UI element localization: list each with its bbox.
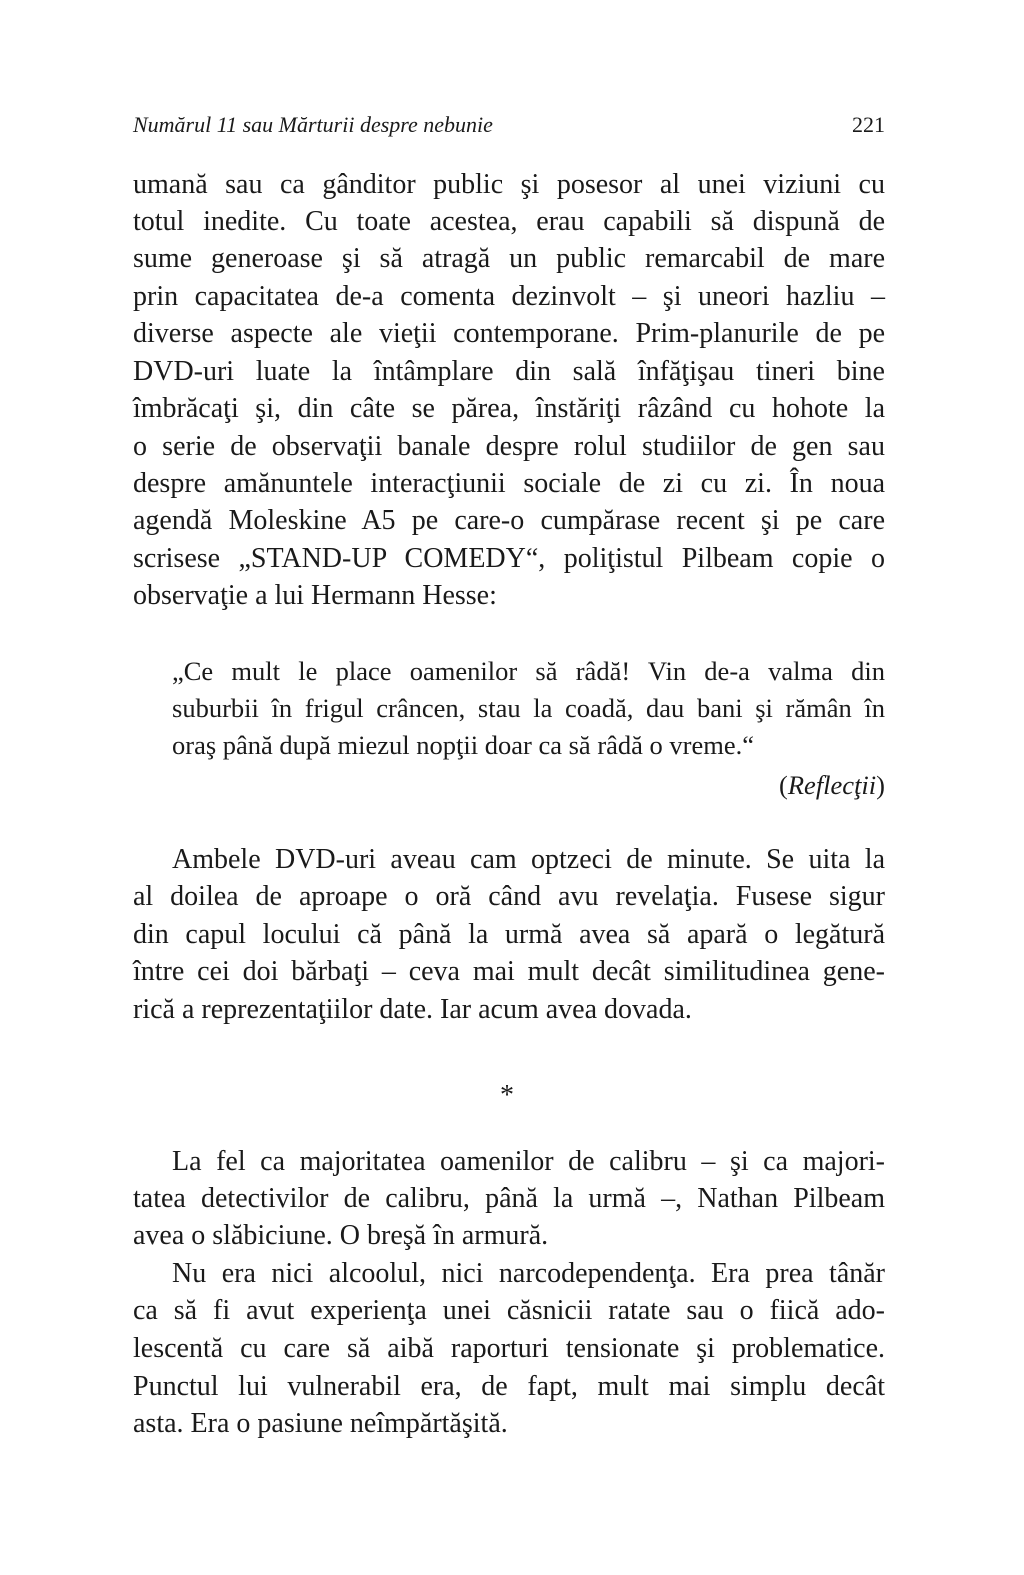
text-line: La fel ca majoritatea oamenilor de calibru – şi ca majori-: [172, 1146, 885, 1177]
text-line: scrisese „STAND-UP COMEDY“, poliţistul Pilbeam copie o: [133, 543, 885, 574]
text-line: avea o slăbiciune. O breşă în armură.: [133, 1220, 549, 1251]
paren: ): [876, 770, 885, 800]
text-line: prin capacitatea de-a comenta dezinvolt – şi uneori hazliu –: [133, 281, 885, 312]
text-line: ca să fi avut experienţa unei căsnicii ratate sau o fiică ado-: [133, 1295, 885, 1326]
running-title: Numărul 11 sau Mărturii despre nebunie: [133, 112, 493, 137]
text-line: diverse aspecte ale vieţii contemporane. Prim-planurile de pe: [133, 318, 885, 349]
quote-line: suburbii în frigul crâncen, stau la coadă, dau bani şi rămân în: [172, 693, 885, 723]
source-title: Reflecţii: [787, 770, 877, 800]
quote-line: „Ce mult le place oamenilor să râdă! Vin de-a valma din: [172, 656, 885, 686]
text-line: Ambele DVD-uri aveau cam optzeci de minute. Se uita la: [172, 844, 885, 875]
text-line: rică a reprezentaţiilor date. Iar acum avea dovada.: [133, 994, 692, 1025]
text-line: îmbrăcaţi şi, din câte se părea, înstăriţi râzând cu hohote la: [133, 393, 885, 424]
text-line: între cei doi bărbaţi – ceva mai mult decât similitudinea gene-: [133, 956, 885, 987]
text-line: din capul locului că până la urmă avea să apară o legătură: [133, 919, 885, 950]
text-line: Punctul lui vulnerabil era, de fapt, mult mai simplu decât: [133, 1371, 885, 1402]
text-line: observaţie a lui Hermann Hesse:: [133, 580, 497, 611]
text-line: DVD-uri luate la întâmplare din sală înfăţişau tineri bine: [133, 356, 885, 387]
text-line: umană sau ca gânditor public şi posesor al unei viziuni cu: [133, 169, 885, 200]
text-line: tatea detectivilor de calibru, până la urmă –, Nathan Pilbeam: [133, 1183, 885, 1214]
text-line: al doilea de aproape o oră când avu revelaţia. Fusese sigur: [133, 881, 885, 912]
text-line: totul inedite. Cu toate acestea, erau capabili să dispună de: [133, 206, 885, 237]
text-line: asta. Era o pasiune neîmpărtăşită.: [133, 1408, 508, 1439]
text-line: sume generoase şi să atragă un public remarcabil de mare: [133, 243, 885, 274]
page-number: 221: [852, 112, 885, 137]
paren: (: [779, 770, 788, 800]
text-line: despre amănuntele interacţiunii sociale de zi cu zi. În noua: [133, 468, 885, 499]
text-line: Nu era nici alcoolul, nici narcodependenţa. Era prea tânăr: [172, 1258, 885, 1289]
section-separator: *: [500, 1080, 514, 1111]
text-line: agendă Moleskine A5 pe care-o cumpărase recent şi pe care: [133, 505, 885, 536]
text-line: lescentă cu care să aibă raporturi tensionate şi problematice.: [133, 1333, 885, 1364]
quote-line: oraş până după miezul nopţii doar ca să râdă o vreme.“: [172, 730, 755, 760]
quote-source: [779, 770, 885, 801]
text-line: o serie de observaţii banale despre rolul studiilor de gen sau: [133, 431, 885, 462]
